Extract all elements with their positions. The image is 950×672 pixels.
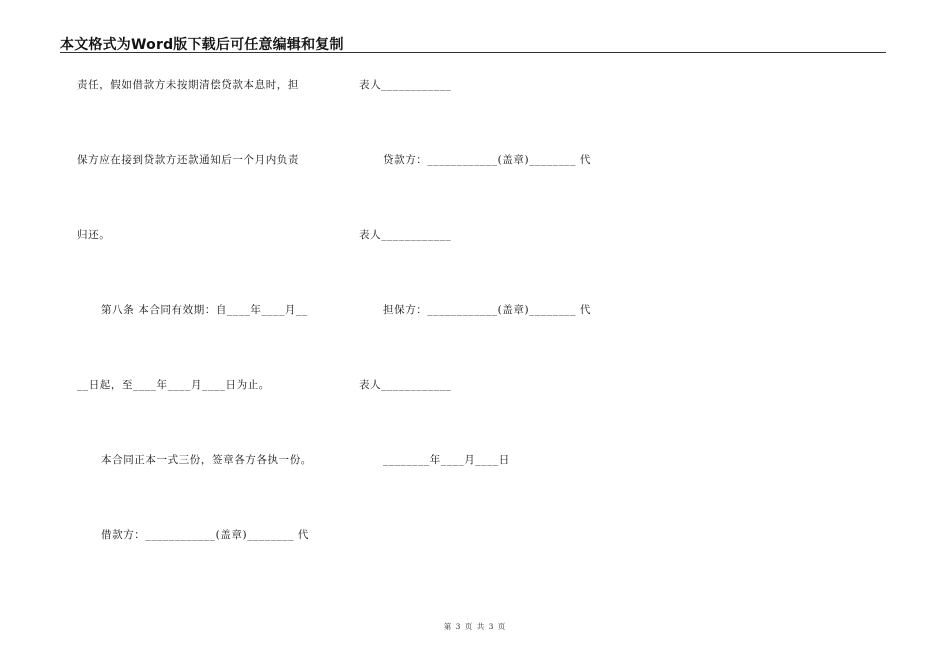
- left-paragraph-line: 归还。: [77, 229, 111, 241]
- header-divider: [60, 52, 886, 53]
- left-paragraph-line: 责任，假如借款方未按期清偿贷款本息时，担: [77, 79, 299, 91]
- guarantor-signature-line: 担保方：____________(盖章)________ 代: [383, 304, 592, 316]
- representative-line: 表人____________: [359, 229, 452, 241]
- header-title: 本文格式为Word版下载后可任意编辑和复制: [60, 37, 344, 53]
- borrower-signature-line: 借款方：____________(盖章)________ 代: [101, 529, 310, 541]
- representative-line: 表人____________: [359, 79, 452, 91]
- article-8-continuation: __日起，至____年____月____日为止。: [77, 379, 270, 391]
- date-line: ________年____月____日: [383, 454, 510, 466]
- page-footer: 第 3 页 共 3 页: [443, 622, 507, 631]
- article-8-line: 第八条 本合同有效期：自____年____月__: [101, 304, 308, 316]
- left-paragraph-line: 保方应在接到贷款方还款通知后一个月内负责: [77, 154, 299, 166]
- representative-line: 表人____________: [359, 379, 452, 391]
- lender-signature-line: 贷款方：____________(盖章)________ 代: [383, 154, 592, 166]
- copies-clause: 本合同正本一式三份，签章各方各执一份。: [101, 454, 312, 466]
